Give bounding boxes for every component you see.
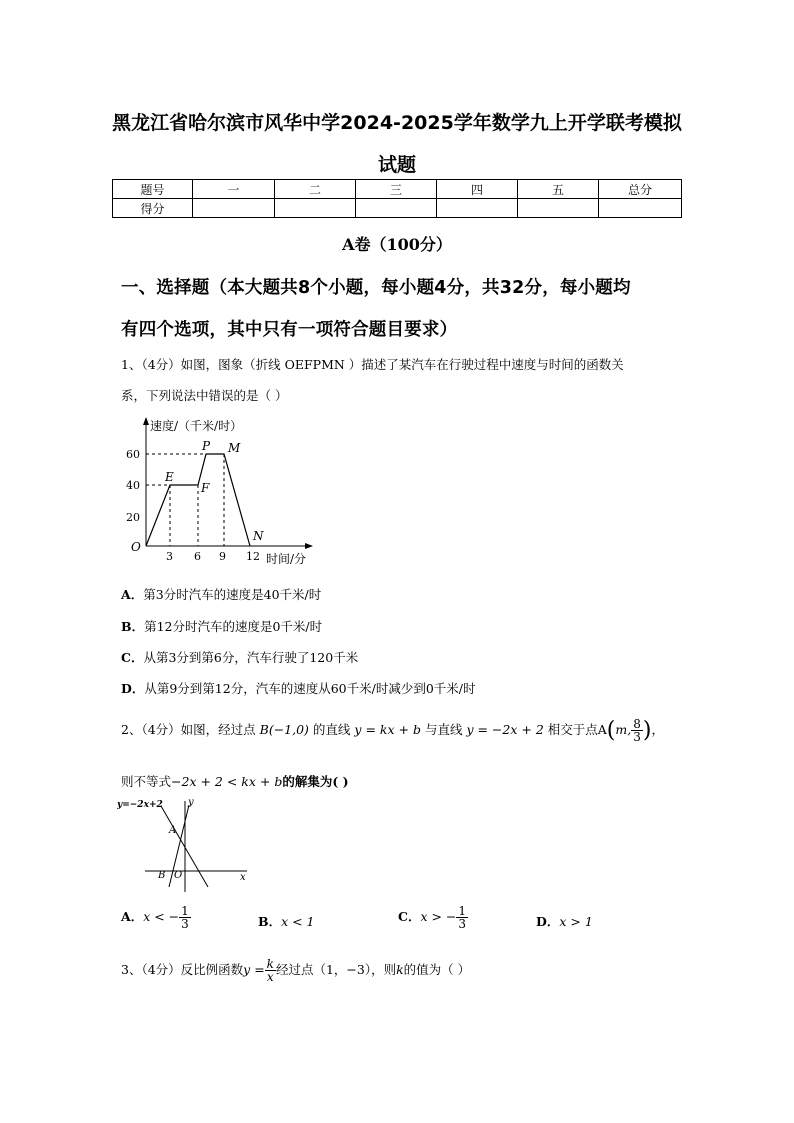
option-expr: x < 1 <box>281 914 315 929</box>
q1-ytick-60: 60 <box>126 448 140 461</box>
q2-line2-eq: y = −2x + 2 <box>466 722 544 737</box>
score-table-header-row <box>113 180 682 199</box>
q3-text <box>121 958 470 983</box>
frac-den: x <box>266 970 274 984</box>
q2-option-a[interactable] <box>121 905 191 930</box>
q2-mid1: 的直线 <box>312 722 351 737</box>
q1-y-label: 速度/（千米/时） <box>150 419 243 433</box>
q2-x-label: x <box>240 872 246 883</box>
q1-y-axis-arrow <box>143 417 149 425</box>
q1-point-E: E <box>165 470 174 484</box>
score-input-cell[interactable] <box>437 199 518 218</box>
q1-xtick-12: 12 <box>246 550 260 563</box>
option-letter: D． <box>121 681 145 696</box>
q1-option-b[interactable] <box>121 617 322 635</box>
option-text: 从第3分到第6分，汽车行驶了120千米 <box>143 650 359 665</box>
q2-point-a: A <box>169 825 177 836</box>
q1-xtick-3: 3 <box>166 550 173 563</box>
q3-func-frac <box>265 958 276 983</box>
option-letter: B． <box>258 914 282 929</box>
q1-speed-time-graph <box>120 414 320 574</box>
q2-inequality: −2x + 2 < kx + b <box>171 774 283 789</box>
frac-num: k <box>266 957 274 971</box>
q1-x-label: 时间/分 <box>266 552 307 566</box>
option-letter: A． <box>121 909 144 924</box>
page-title-line1: 黑龙江省哈尔滨市风华中学2024-2025学年数学九上开学联考模拟 <box>112 112 682 134</box>
q1-text-line1: 1、（4分）如图，图象（折线 OEFPMN ）描述了某汽车在行驶过程中速度与时间的函数关 <box>121 357 624 372</box>
q1-text-line2: 系，下列说法中错误的是（ ） <box>121 388 288 403</box>
paren-close: ) <box>642 718 652 743</box>
q2-option-c[interactable] <box>398 905 468 930</box>
q1-point-P: P <box>202 439 211 453</box>
score-input-cell[interactable] <box>518 199 599 218</box>
option-letter: D． <box>536 914 560 929</box>
score-input-cell[interactable] <box>193 199 275 218</box>
option-expr: x > − <box>420 909 457 924</box>
table-cell: 总分 <box>599 180 682 199</box>
q1-ytick-40: 40 <box>126 479 140 492</box>
option-expr: x > 1 <box>559 914 593 929</box>
table-cell: 得分 <box>113 199 193 218</box>
option-text: 从第9分到第12分，汽车的速度从60千米/时减少到0千米/时 <box>144 681 476 696</box>
paren-open: ( <box>606 718 616 743</box>
q1-x-axis-arrow <box>305 543 313 549</box>
q2-option-d[interactable] <box>536 912 593 930</box>
q2-mid3: 相交于点A <box>547 722 607 737</box>
q2-text-line1 <box>121 718 664 743</box>
q2-end1: ， <box>651 722 664 737</box>
q2-prefix: 2、（4分）如图，经过点 <box>121 722 256 737</box>
table-cell: 一 <box>193 180 275 199</box>
option-letter: B． <box>121 619 145 634</box>
score-table-score-row <box>113 199 682 218</box>
q1-xtick-9: 9 <box>219 550 226 563</box>
table-cell: 三 <box>356 180 437 199</box>
q2-point-a-frac <box>631 718 643 743</box>
score-input-cell[interactable] <box>356 199 437 218</box>
section1-heading-line1: 一、选择题（本大题共8个小题，每小题4分，共32分，每小题均 <box>121 278 631 298</box>
q2-point-b: B(−1,0) <box>259 722 309 737</box>
q1-ytick-20: 20 <box>126 511 140 524</box>
section1-heading-line2: 有四个选项，其中只有一项符合题目要求） <box>121 320 458 340</box>
option-text: 第12分时汽车的速度是0千米/时 <box>144 619 323 634</box>
q2-line-label: y=−2x+2 <box>117 800 163 810</box>
q1-xtick-6: 6 <box>194 550 201 563</box>
table-cell: 题号 <box>113 180 193 199</box>
q2-line2-suffix: 的解集为( ) <box>282 774 349 789</box>
section-a-heading: A卷（100分） <box>342 235 452 254</box>
q1-option-a[interactable] <box>121 585 321 603</box>
q2-y-label: y <box>188 797 194 808</box>
q1-point-F: F <box>201 481 210 495</box>
q2-point-b-label: B <box>158 870 166 881</box>
option-letter: C． <box>398 909 421 924</box>
frac-num: 1 <box>458 904 467 918</box>
q3-func-lhs: y = <box>243 962 265 977</box>
page-title-line2: 试题 <box>377 154 416 176</box>
q3-prefix: 3、（4分）反比例函数 <box>121 962 244 977</box>
q1-point-N: N <box>253 529 264 543</box>
score-table <box>112 179 682 218</box>
option-letter: A． <box>121 587 144 602</box>
score-input-cell[interactable] <box>275 199 356 218</box>
q2-line2-prefix: 则不等式 <box>121 774 172 789</box>
option-frac <box>179 905 191 930</box>
option-text: 第3分时汽车的速度是40千米/时 <box>143 587 322 602</box>
q1-option-c[interactable] <box>121 648 358 666</box>
option-frac <box>456 905 468 930</box>
q2-text-line2 <box>121 772 349 790</box>
q3-mid: 经过点（1，−3），则 <box>275 962 397 977</box>
table-cell: 五 <box>518 180 599 199</box>
option-letter: C． <box>121 650 144 665</box>
frac-num: 8 <box>633 717 641 731</box>
score-input-cell[interactable] <box>599 199 682 218</box>
frac-num: 1 <box>181 904 189 918</box>
q2-option-b[interactable] <box>258 912 315 930</box>
frac-den: 3 <box>633 730 641 744</box>
option-expr: x < − <box>143 909 180 924</box>
q3-end: 的值为（ ） <box>403 962 471 977</box>
table-cell: 二 <box>275 180 356 199</box>
frac-den: 3 <box>458 917 467 931</box>
q3-k: k <box>396 962 404 977</box>
q1-point-M: M <box>228 441 241 455</box>
q1-origin: O <box>131 540 141 554</box>
q2-line1-eq: y = kx + b <box>354 722 421 737</box>
q2-point-a-m: m, <box>615 722 632 737</box>
q1-option-d[interactable] <box>121 679 476 697</box>
table-cell: 四 <box>437 180 518 199</box>
q2-origin: O <box>174 870 183 881</box>
q2-graph <box>117 795 252 895</box>
frac-den: 3 <box>181 917 189 931</box>
q2-mid2: 与直线 <box>424 722 463 737</box>
